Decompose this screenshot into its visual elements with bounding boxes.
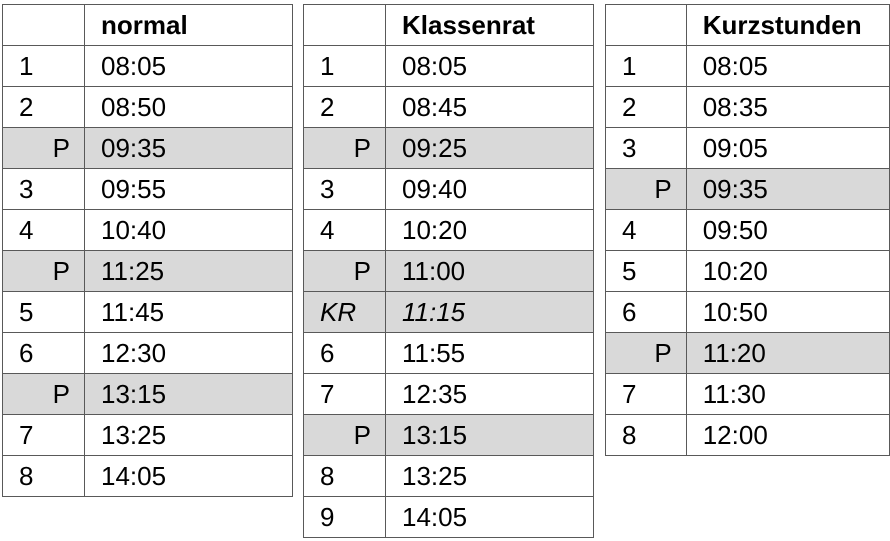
lesson-number-cell: 6 [3,333,85,374]
lesson-row [304,46,594,87]
start-time-cell: 09:35 [686,169,889,210]
lesson-number-cell: 2 [606,87,687,128]
pause-row [3,251,293,292]
lesson-number-cell: 9 [304,497,386,538]
header-title: Klassenrat [386,5,594,46]
start-time-cell: 13:25 [85,415,293,456]
pause-row [606,333,890,374]
klassenrat-row [304,292,594,333]
lesson-row [606,251,890,292]
start-time-cell: 10:50 [686,292,889,333]
lesson-row [3,87,293,128]
lesson-number-cell: P [3,374,85,415]
lesson-number-cell: 1 [606,46,687,87]
lesson-number-cell: 8 [606,415,687,456]
lesson-row [606,128,890,169]
lesson-row [3,292,293,333]
start-time-cell: 12:35 [386,374,594,415]
lesson-row [304,210,594,251]
lesson-row [606,374,890,415]
lesson-row [606,292,890,333]
header-title: normal [85,5,293,46]
lesson-number-cell: 3 [304,169,386,210]
lesson-number-cell: P [606,169,687,210]
lesson-number-cell: 5 [3,292,85,333]
lesson-row [304,169,594,210]
start-time-cell: 11:20 [686,333,889,374]
lesson-number-cell: P [304,251,386,292]
start-time-cell: 11:00 [386,251,594,292]
lesson-number-cell: P [606,333,687,374]
schedule-table-klassenrat [303,4,594,538]
lesson-row [304,374,594,415]
lesson-number-cell: 7 [606,374,687,415]
lesson-number-cell: P [304,128,386,169]
schedule-table-normal [2,4,293,497]
start-time-cell: 10:40 [85,210,293,251]
lesson-number-cell: 1 [304,46,386,87]
start-time-cell: 10:20 [686,251,889,292]
lesson-row [3,210,293,251]
start-time-cell: 08:05 [386,46,594,87]
lesson-number-cell: 8 [304,456,386,497]
start-time-cell: 13:15 [85,374,293,415]
lesson-row [606,210,890,251]
lesson-row [606,415,890,456]
start-time-cell: 14:05 [85,456,293,497]
start-time-cell: 08:05 [686,46,889,87]
lesson-number-cell: 5 [606,251,687,292]
start-time-cell: 08:45 [386,87,594,128]
lesson-number-cell: 6 [606,292,687,333]
lesson-number-cell: P [3,251,85,292]
lesson-number-cell: 2 [3,87,85,128]
header-row [606,5,890,46]
start-time-cell: 11:25 [85,251,293,292]
lesson-number-cell: 4 [3,210,85,251]
header-empty-cell [606,5,687,46]
lesson-row [606,46,890,87]
lesson-row [304,497,594,538]
header-empty-cell [304,5,386,46]
start-time-cell: 09:35 [85,128,293,169]
lesson-row [3,333,293,374]
pause-row [304,128,594,169]
lesson-row [606,87,890,128]
lesson-row [304,87,594,128]
lesson-number-cell: 7 [304,374,386,415]
lesson-row [304,333,594,374]
start-time-cell: 13:25 [386,456,594,497]
header-empty-cell [3,5,85,46]
header-row [3,5,293,46]
lesson-number-cell: 2 [304,87,386,128]
lesson-number-cell: 6 [304,333,386,374]
pause-row [3,374,293,415]
header-title: Kurzstunden [686,5,889,46]
start-time-cell: 10:20 [386,210,594,251]
pause-row [606,169,890,210]
start-time-cell: 09:25 [386,128,594,169]
start-time-cell: 12:30 [85,333,293,374]
start-time-cell: 08:35 [686,87,889,128]
start-time-cell: 11:15 [386,292,594,333]
start-time-cell: 09:55 [85,169,293,210]
lesson-row [3,169,293,210]
start-time-cell: 11:30 [686,374,889,415]
start-time-cell: 14:05 [386,497,594,538]
lesson-row [3,46,293,87]
lesson-row [304,456,594,497]
lesson-number-cell: 3 [606,128,687,169]
lesson-number-cell: 1 [3,46,85,87]
lesson-row [3,415,293,456]
start-time-cell: 08:05 [85,46,293,87]
lesson-number-cell: P [304,415,386,456]
lesson-number-cell: 7 [3,415,85,456]
start-time-cell: 11:55 [386,333,594,374]
start-time-cell: 11:45 [85,292,293,333]
schedule-table-kurzstunden [605,4,890,456]
start-time-cell: 13:15 [386,415,594,456]
lesson-number-cell: KR [304,292,386,333]
lesson-number-cell: P [3,128,85,169]
pause-row [304,251,594,292]
lesson-number-cell: 8 [3,456,85,497]
pause-row [3,128,293,169]
start-time-cell: 09:40 [386,169,594,210]
start-time-cell: 09:05 [686,128,889,169]
start-time-cell: 08:50 [85,87,293,128]
start-time-cell: 09:50 [686,210,889,251]
lesson-number-cell: 4 [606,210,687,251]
lesson-number-cell: 3 [3,169,85,210]
start-time-cell: 12:00 [686,415,889,456]
lesson-row [3,456,293,497]
header-row [304,5,594,46]
lesson-number-cell: 4 [304,210,386,251]
pause-row [304,415,594,456]
